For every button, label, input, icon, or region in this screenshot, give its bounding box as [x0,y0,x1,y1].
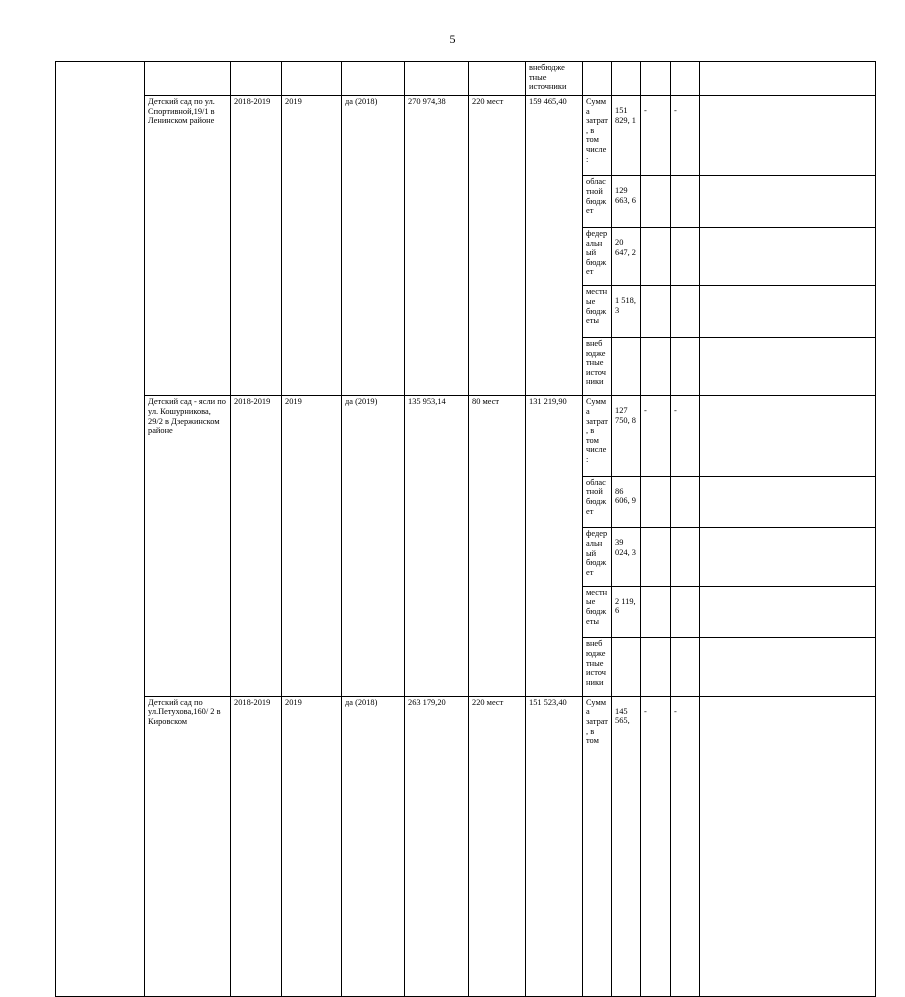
source-label: областной бюджет [583,476,612,528]
left-merged-cell [56,62,145,997]
project-period: 2018-2019 [231,96,282,396]
dash-cell: - [671,96,700,176]
dash-cell: - [671,396,700,476]
dash-cell: - [671,696,700,996]
source-label: внебюдже тные источники [583,638,612,696]
investment-table [55,61,876,997]
source-value: 2 119, 6 [612,586,641,638]
source-label: областной бюджет [583,176,612,228]
page-number: 5 [449,32,456,46]
project-year: 2019 [282,696,342,996]
source-label: Сумма затрат, в том числе: [583,96,612,176]
project-name: Детский сад - ясли по ул. Кошурникова, 29/2 в Дзержинском районе [145,396,231,696]
source-value: 151 829, 1 [612,96,641,176]
source-label: местные бюджеты [583,586,612,638]
source-label: Сумма затрат, в том [583,696,612,996]
project-capacity: 220 мест [469,696,526,996]
source-value: 20 647, 2 [612,227,641,285]
source-label: Сумма затрат, в том числе: [583,396,612,476]
dash-cell: - [641,396,671,476]
source-value [612,638,641,696]
table-row [56,396,876,476]
table-row [56,96,876,176]
source-value: 129 663, 6 [612,176,641,228]
table-row [56,696,876,996]
project-capacity: 80 мест [469,396,526,696]
project-amount: 159 465,40 [526,96,583,396]
source-value: 127 750, 8 [612,396,641,476]
source-label: внебюдже тные источники [526,62,583,96]
project-cost: 263 179,20 [405,696,469,996]
source-label: федеральн ый бюджет [583,227,612,285]
project-year: 2019 [282,96,342,396]
project-status: да (2018) [342,696,405,996]
project-status: да (2018) [342,96,405,396]
project-capacity: 220 мест [469,96,526,396]
dash-cell: - [641,696,671,996]
project-name: Детский сад по ул.Петухова,160/ 2 в Кировском [145,696,231,996]
project-amount: 151 523,40 [526,696,583,996]
project-cost: 135 953,14 [405,396,469,696]
project-status: да (2019) [342,396,405,696]
source-label: федеральн ый бюджет [583,528,612,586]
project-amount: 131 219,90 [526,396,583,696]
project-period: 2018-2019 [231,696,282,996]
source-label: внебюдже тные источники [583,337,612,395]
source-value [612,337,641,395]
dash-cell: - [641,96,671,176]
source-value: 145 565, [612,696,641,996]
source-value: 1 518, 3 [612,286,641,338]
table-row [56,62,876,96]
project-cost: 270 974,38 [405,96,469,396]
source-value: 86 606, 9 [612,476,641,528]
project-name: Детский сад по ул. Спортивной,19/1 в Ленинском районе [145,96,231,396]
project-period: 2018-2019 [231,396,282,696]
source-label: местные бюджеты [583,286,612,338]
project-year: 2019 [282,396,342,696]
source-value: 39 024, 3 [612,528,641,586]
